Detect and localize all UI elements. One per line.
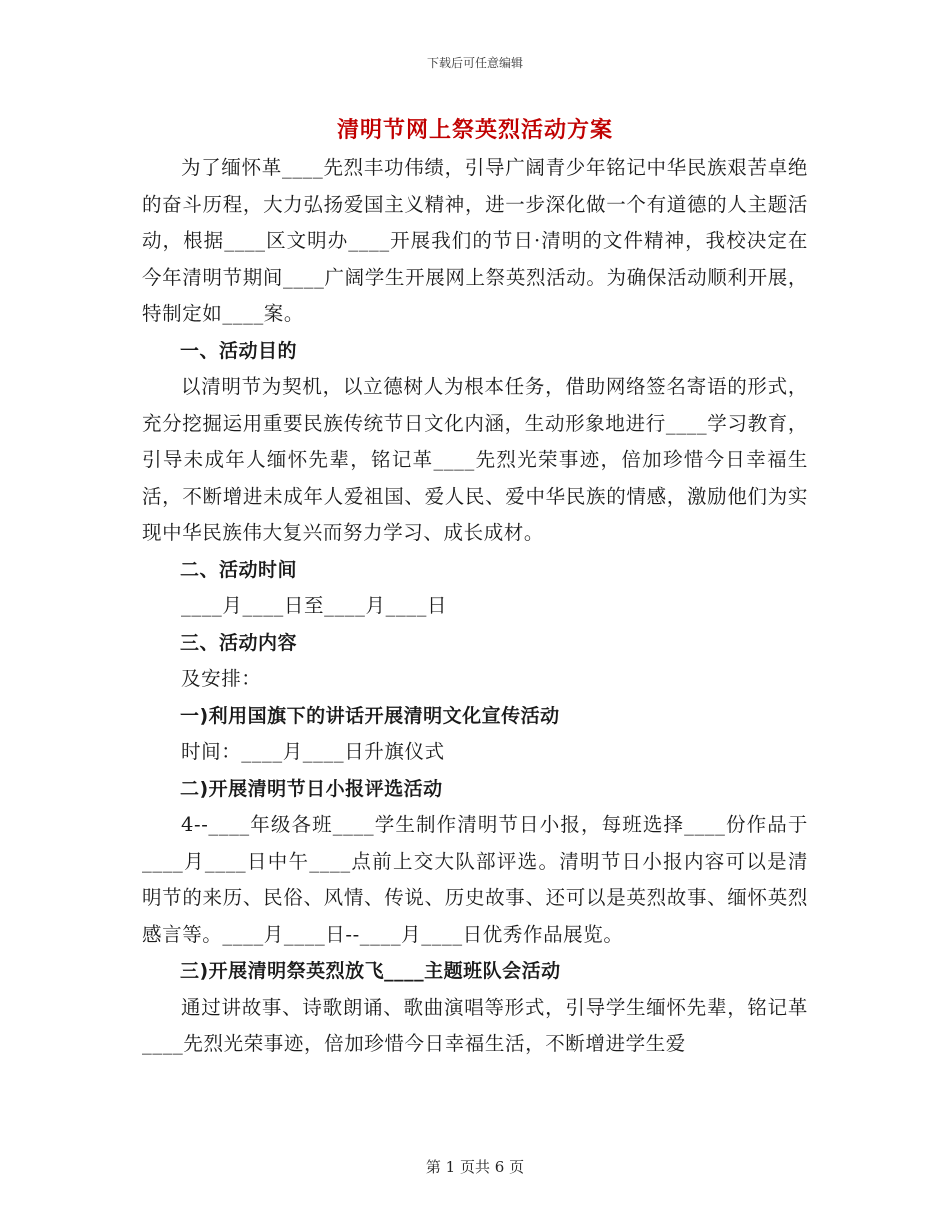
section-heading-content: 三、活动内容: [180, 631, 298, 654]
content-intro-line: 及安排：: [181, 667, 262, 690]
item-heading-class-meeting: 三)开展清明祭英烈放飞____主题班队会活动: [180, 960, 561, 982]
item-heading-newspaper: 二)开展清明节日小报评选活动: [180, 777, 443, 800]
class-meeting-paragraph: 通过讲故事、诗歌朗诵、歌曲演唱等形式，引导学生缅怀先辈，铭记革____先烈光荣事迹，倍加珍惜今日幸福生活，不断增进学生爱: [142, 995, 808, 1055]
document-body: [142, 150, 808, 1063]
intro-paragraph: 为了缅怀革____先烈丰功伟绩，引导广阔青少年铭记中华民族艰苦卓绝的奋斗历程，大力弘扬爱国主义精神，进一步深化做一个有道德的人主题活动，根据____区文明办____开展我们的节日·清明的文件精神，我校决定在今年清明节期间____广阔学生开展网上祭英烈活动。为确保活动顺利开展，特制定如____案。: [142, 156, 808, 325]
item-heading-flag-speech: 一)利用国旗下的讲话开展清明文化宣传活动: [180, 704, 560, 727]
section-heading-purpose: 一、活动目的: [180, 339, 298, 362]
page-header-note: 下载后可任意编辑: [426, 56, 523, 70]
section-heading-time: 二、活动时间: [180, 558, 298, 581]
page-footer: 第 1 页共 6 页: [425, 1158, 525, 1176]
purpose-paragraph: 以清明节为契机，以立德树人为根本任务，借助网络签名寄语的形式，充分挖掘运用重要民族传统节日文化内涵，生动形象地进行____学习教育，引导未成年人缅怀先辈，铭记革____先烈光荣事迹，倍加珍惜今日幸福生活，不断增进未成年人爱祖国、爱人民、爱中华民族的情感，激励他们为实现中华民族伟大复兴而努力学习、成长成材。: [142, 375, 808, 544]
item-time-flag-speech: 时间：____月____日升旗仪式: [181, 740, 445, 763]
document-title: 清明节网上祭英烈活动方案: [336, 117, 613, 143]
activity-time-line: ____月____日至____月____日: [181, 594, 448, 617]
newspaper-paragraph: 4--____年级各班____学生制作清明节日小报，每班选择____份作品于____月____日中午____点前上交大队部评选。清明节日小报内容可以是清明节的来历、民俗、风情、传说、历史故事、还可以是英烈故事、缅怀英烈感言等。____月____日--____月____日优秀作品展览。: [142, 813, 808, 946]
